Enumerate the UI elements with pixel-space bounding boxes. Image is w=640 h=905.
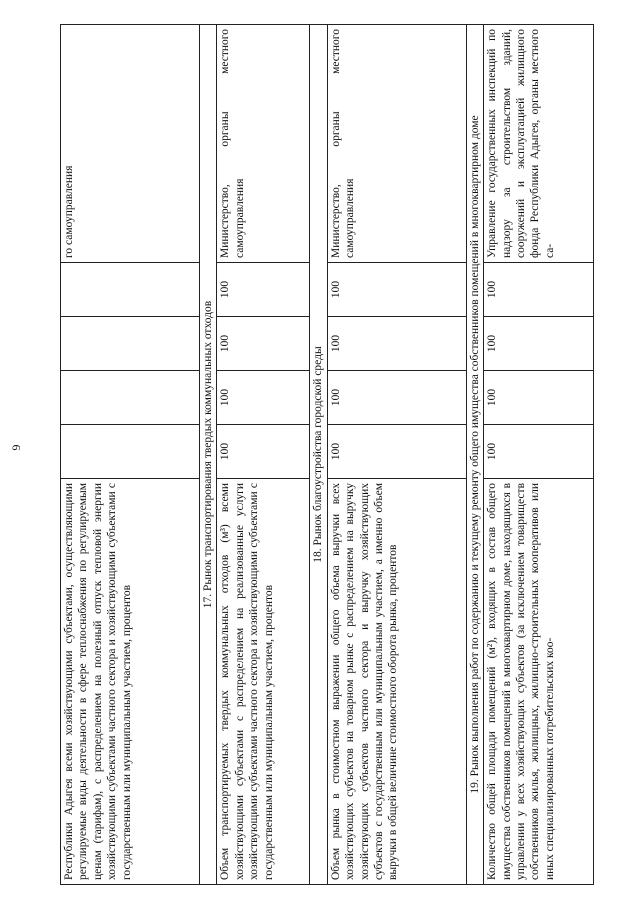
section-heading-row: [200, 25, 217, 885]
indicator-description: Республики Адыгея всеми хозяйствующими субъектами, осуществляющими регулируемые виды деятельности в сфере теплоснабжения по регулируемым ценам (тарифам), с распределением на полезный отпуск тепловой энергии хозяйствующими субъектами частного сектора и хозяйствующими субъектами с государственным или муниципальным участием, процентов: [61, 479, 200, 885]
indicator-description: Количество общей площади помещений (м²), входящих в состав общего имущества собственников помещений в многоквартирном доме, находящихся в управлении у всех хозяйствующих субъектов (за исключением товариществ собственников жилья, жилищных, жилищно-строительных кооперативов или иных специализированных потребительских коо-: [484, 479, 594, 885]
table-row: [217, 25, 310, 885]
section-title: 17. Рынок транспортирования твердых коммунальных отходов: [200, 25, 217, 885]
value-cell: 100: [327, 425, 466, 479]
value-cell: 100: [484, 425, 594, 479]
responsible-executor: Министерство, органы местного самоуправления: [327, 25, 466, 263]
table-row: [484, 25, 594, 885]
value-cell: 100: [327, 263, 466, 317]
value-cell: [61, 317, 200, 371]
value-cell: 100: [484, 371, 594, 425]
section-heading-row: [310, 25, 327, 885]
indicator-description: Объем рынка в стоимостном выражении общего объема выручки всех хозяйствующих субъектов на товарном рынке с распределением на выручку хозяйствующих субъектов частного сектора и выручку хозяйствующих субъектов с государственным или муниципальным участием, а именно объем выручки в общей величине стоимостного оборота рынка, процентов: [327, 479, 466, 885]
indicator-description: Объем транспортируемых твердых коммунальных отходов (м³) всеми хозяйствующими субъектами с распределением на реализованные услуги хозяйствующими субъектами частного сектора и хозяйствующими субъектами с государственным или муниципальным участием, процентов: [217, 479, 310, 885]
value-cell: 100: [217, 371, 310, 425]
page-number: 6: [9, 444, 24, 451]
value-cell: 100: [484, 263, 594, 317]
rotated-page: [60, 25, 620, 885]
responsible-executor: го самоуправления: [61, 25, 200, 263]
value-cell: 100: [327, 317, 466, 371]
section-title: 18. Рынок благоустройства городской среды: [310, 25, 327, 885]
indicators-table: [60, 24, 594, 885]
responsible-executor: Управление государственных инспекций по надзору за строительством зданий, сооружений и эксплуатацией жилищного фонда Республики Адыгея, органы местного са-: [484, 25, 594, 263]
section-title: 19. Рынок выполнения работ по содержанию и текущему ремонту общего имущества собственников помещений в многоквартирном доме: [466, 25, 483, 885]
table-row: [61, 25, 200, 885]
section-heading-row: [466, 25, 483, 885]
table-row: [327, 25, 466, 885]
value-cell: [61, 263, 200, 317]
value-cell: 100: [217, 263, 310, 317]
responsible-executor: Министерство, органы местного самоуправления: [217, 25, 310, 263]
value-cell: 100: [217, 317, 310, 371]
value-cell: 100: [327, 371, 466, 425]
value-cell: [61, 425, 200, 479]
value-cell: [61, 371, 200, 425]
value-cell: 100: [217, 425, 310, 479]
value-cell: 100: [484, 317, 594, 371]
